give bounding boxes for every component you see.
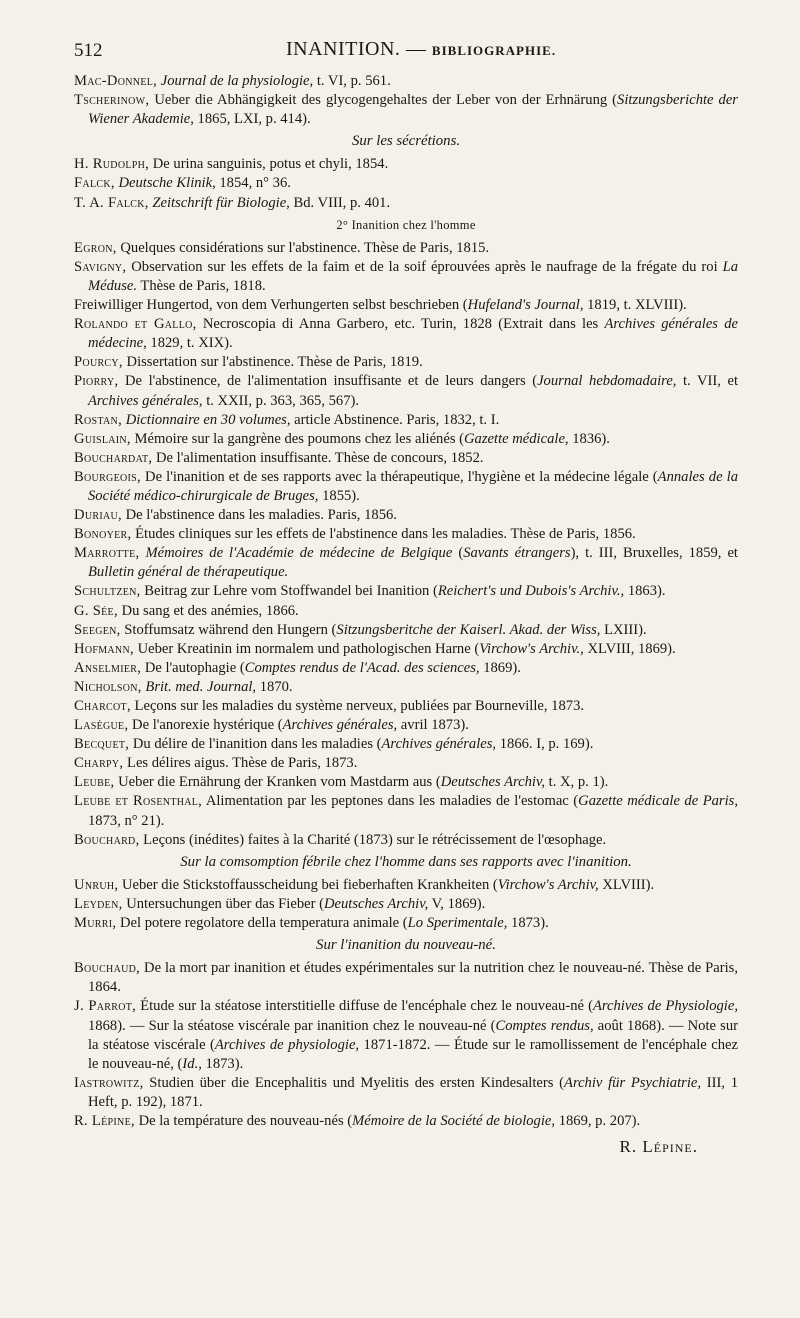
entry-text: Leçons sur les maladies du système nerveux, publiées par Bourneville, 1873. [130,698,585,714]
entry-author: Seegen, [74,621,121,638]
entry-author: Tscherinow, [74,92,150,109]
entry-author: Charcot, [74,698,131,714]
entry-title: Brit. med. Journal, [145,678,257,695]
entry-author: Schultzen, [74,583,141,600]
entry-author: Iastrowitz, [74,1074,144,1091]
entry-author: Anselmier, [74,659,142,676]
bibliography-entry [74,773,738,792]
section-heading: Sur la comsomption fébrile chez l'homme dans ses rapports avec l'inanition. [180,853,632,870]
bibliography-entry [74,716,738,735]
bibliography-entry [74,239,738,258]
entry-title: Mémoires de l'Académie de médecine de Belgique [145,545,453,562]
entry-title: Archives générales, [88,392,203,409]
entry-title: Lo Sperimentale, [407,915,508,932]
entry-text: Studien über die Encephalitis und Myelitis des ersten Kindesalters ( [143,1074,565,1091]
bibliography-entry [74,468,738,506]
entry-title: Gazette médicale de Paris, [578,793,738,810]
entry-author: Rolando et Gallo, [74,316,197,333]
running-title [286,38,556,61]
bibliography-entry [74,258,738,296]
entry-title: Dictionnaire en 30 volumes, [125,411,291,428]
entry-text: 1865, LXI, p. 414). [193,111,311,128]
bibliography-entry [74,602,738,621]
entry-text: Thèse de Paris, 1818. [137,277,266,294]
entry-text: t. XXII, p. 363, 365, 567). [202,392,360,409]
section-heading: 2° Inanition chez l'homme [336,217,476,232]
bibliography-entry [74,659,738,678]
entry-text: De l'inanition et de ses rapports avec la thérapeutique, l'hygiène et la médecine légale ( [140,468,658,485]
entry-author: Bouchard, [74,831,140,848]
entry-text: t. VII, et [676,373,738,390]
entry-text: Ueber die Abhängigkeit des glycogengehaltes der Leber von der Erhnärung ( [149,92,618,109]
entry-text: Mémoire sur la gangrène des poumons chez les aliénés ( [130,430,465,447]
entry-title: Archives de Physiologie, [592,998,738,1015]
bibliography-entry [74,411,738,430]
entry-text: De l'alimentation insuffisante. Thèse de concours, 1852. [152,449,484,466]
bibliography-entry [74,640,738,659]
entry-text: Études cliniques sur les effets de l'abstinence dans les maladies. Thèse de Paris, 1856. [131,526,636,543]
entry-author: Mac-Donnel, [74,73,158,89]
bibliography-entry [74,155,738,174]
entry-text: De l'autophagie ( [141,659,245,676]
entry-text: De l'abstinence, de l'alimentation insuffisante et de leurs dangers ( [118,373,538,390]
entry-text: V, 1869). [428,895,486,912]
entry-text: Ueber die Stickstoffausscheidung bei fieberhaften Krankheiten ( [118,876,498,893]
entry-text: 1868). — Sur la stéatose viscérale par inanition chez le nouveau-né ( [88,1017,496,1034]
entry-text: 1873, n° 21). [88,812,165,829]
entry-text: XLVIII). [598,876,655,893]
bibliography-entry [74,91,738,129]
entry-author: Becquet, [74,736,130,753]
entry-author: Pourcy, [74,354,123,371]
entry-author: Lasègue, [74,717,129,734]
entry-title: Deutsches Archiv, [440,774,546,791]
bibliography-entry [74,697,738,716]
entry-text: ( [452,545,464,562]
entry-author: Leube, [74,774,115,791]
entry-text: XLVIII, 1869). [583,640,676,657]
entry-author: Egron, [74,239,117,256]
entry-text: 1870. [256,678,293,695]
entry-title: Archiv für Psychiatrie, [564,1074,701,1091]
entry-title: Virchow's Archiv., [479,640,584,657]
entry-text: Du sang et des anémies, 1866. [117,602,299,619]
entry-title: Journal de la physiologie, [160,73,314,89]
bibliography-entry [74,525,738,544]
bibliography-entry [74,544,738,582]
bibliography-entry [74,792,738,830]
entry-text: De l'abstinence dans les maladies. Paris, 1856. [121,507,397,524]
entry-text: Bd. VIII, p. 401. [289,194,391,211]
bibliography-entry [74,678,738,697]
entry-title: Hufeland's Journal, [467,297,584,314]
entry-title: Annales de la Société médico-chirurgicale de Bruges, [88,468,738,504]
entry-text: 1871-1872. — Étude sur le ramollissement de l'encéphale chez le nouveau-né, ( [88,1036,738,1072]
entry-text: 1855). [318,487,360,504]
bibliography-entry [74,876,738,895]
entry-text: avril 1873). [397,717,469,734]
bibliography-entry [74,449,738,468]
bibliography-entry [74,372,738,410]
entry-author: Guislain, [74,430,131,447]
page-number: 512 [74,40,103,61]
entry-text: 1873). [201,1055,244,1072]
entry-text: 1819, t. XLVIII). [583,297,687,314]
entry-title: Savants étrangers [463,545,571,562]
entry-author: G. Sée, [74,602,118,619]
bibliography-list [74,72,738,1131]
entry-author: Falck, [74,175,115,192]
bibliography-entry [74,296,738,315]
entry-title: Sitzungsberichte der Wiener Akademie, [88,92,738,128]
entry-title: Comptes rendus de l'Acad. des sciences, [244,659,480,676]
entry-author: T. A. Falck, [74,194,149,211]
bibliography-entry [74,914,738,933]
running-title-sub: BIBLIOGRAPHIE. [431,43,557,58]
bibliography-entry [74,506,738,525]
entry-author: Leube et Rosenthal, [74,793,203,810]
entry-text: Les délires aigus. Thèse de Paris, 1873. [123,755,358,772]
bibliography-entry [74,831,738,850]
entry-author: Duriau, [74,507,122,524]
section-heading: Sur les sécrétions. [351,133,461,150]
entry-author: Bouchardat, [74,449,153,466]
entry-text: LXIII). [600,621,647,638]
entry-text: 1866. I, p. 169). [496,736,594,753]
entry-text: De la température des nouveau-nés ( [134,1112,353,1129]
entry-text: III, 1 Heft, p. 192), 1871. [88,1074,738,1110]
bibliography-entry [74,754,738,773]
entry-text: 1829, t. XIX). [146,335,233,352]
entry-title: Deutsches Archiv, [323,895,429,912]
entry-text: Leçons (inédites) faites à la Charité (1873) sur le rétrécissement de l'œsophage. [139,831,607,848]
bibliography-entry [74,72,738,91]
entry-title: Mémoire de la Société de biologie, [352,1112,556,1129]
running-head [74,38,738,72]
entry-title: Bulletin général de thérapeutique. [88,564,289,581]
entry-title: Deutsche Klinik, [118,175,216,192]
entry-text: 1854, n° 36. [215,175,291,192]
entry-author: Unruh, [74,876,119,893]
entry-text: Stoffumsatz während den Hungern ( [120,621,337,638]
section-heading: Sur l'inanition du nouveau-né. [316,937,496,954]
entry-text: 1836). [568,430,610,447]
entry-text: article Abstinence. Paris, 1832, t. I. [290,411,500,428]
entry-text: Du délire de l'inanition dans les maladies ( [129,736,382,753]
entry-text: Beitrag zur Lehre vom Stoffwandel bei Inanition ( [140,583,438,600]
entry-text: Necroscopia di Anna Garbero, etc. Turin, 1828 (Extrait dans les [196,316,605,333]
entry-author: Savigny, [74,258,127,275]
entry-text: 1873). [507,915,549,932]
entry-author: Leyden, [74,895,123,912]
entry-text: Quelques considérations sur l'abstinence. Thèse de Paris, 1815. [116,239,490,256]
entry-title: Sitzungsberitche der Kaiserl. Akad. der Wiss, [336,621,601,638]
entry-author: Bonoyer, [74,526,132,543]
entry-text: Ueber die Ernährung der Kranken vom Mastdarm aus ( [114,774,441,791]
bibliography-entry [74,582,738,601]
entry-title: Journal hebdomadaire, [537,373,677,390]
entry-text: De l'anorexie hystérique ( [128,717,283,734]
entry-author: H. Rudolph, [74,156,150,173]
bibliography-entry [74,1074,738,1112]
entry-title: Archives générales, [381,736,497,753]
entry-text: 1869). [479,659,521,676]
entry-author: R. Lépine, [74,1112,135,1129]
entry-text: De urina sanguinis, potus et chyli, 1854. [149,156,389,173]
entry-text: t. VI, p. 561. [313,73,391,89]
entry-text: Dissertation sur l'abstinence. Thèse de Paris, 1819. [122,354,423,371]
entry-text: Ueber Kreatinin im normalem und pathologischen Harne ( [133,640,480,657]
running-title-main: INANITION. — [286,38,427,60]
entry-author: Hofmann, [74,640,134,657]
entry-author: Bourgeois, [74,468,141,485]
bibliography-entry [74,174,738,193]
entry-text: Étude sur la stéatose interstitielle diffuse de l'encéphale chez le nouveau-né ( [136,998,593,1015]
entry-author: Bouchaud, [74,960,141,977]
entry-author: Piorry, [74,373,119,390]
entry-text: 1863). [624,583,666,600]
bibliography-entry [74,621,738,640]
entry-title: La Méduse. [88,258,738,294]
entry-text: Alimentation par les peptones dans les maladies de l'estomac ( [202,793,579,810]
bibliography-entry [74,735,738,754]
entry-author: Nicholson, [74,678,142,695]
entry-text: Freiwilliger Hungertod, von dem Verhungerten selbst beschrieben ( [74,297,468,314]
entry-title: Id., [182,1055,202,1072]
entry-title: Archives générales de médecine, [88,316,738,352]
bibliography-entry [74,315,738,353]
entry-text: t. X, p. 1). [545,774,609,791]
bibliography-entry [74,1112,738,1131]
entry-text: Del potere regolatore della temperatura animale ( [116,915,408,932]
bibliography-entry [74,959,738,997]
entry-text: 1869, p. 207). [555,1112,641,1129]
entry-author: Murri, [74,915,117,932]
entry-author: Charpy, [74,755,124,772]
entry-author: Marrotte, [74,545,140,562]
entry-title: Comptes rendus, [495,1017,594,1034]
entry-text: De la mort par inanition et études expérimentales sur la nutrition chez le nouveau-né. Thèse de Paris, 1864. [88,960,738,996]
bibliography-entry [74,353,738,372]
bibliography-entry [74,997,738,1073]
entry-title: Zeitschrift für Biologie, [152,194,290,211]
entry-title: Archives générales, [282,717,398,734]
entry-author: Rostan, [74,411,123,428]
entry-title: Reichert's und Dubois's Archiv., [437,583,625,600]
entry-author: J. Parrot, [74,998,137,1015]
entry-title: Archives de physiologie, [214,1036,360,1053]
entry-title: Virchow's Archiv, [497,876,599,893]
bibliography-entry [74,895,738,914]
entry-text: Observation sur les effets de la faim et de la soif éprouvées après le naufrage de la frégate du roi [126,258,723,275]
author-signature: R. Lépine. [619,1137,698,1157]
bibliography-entry [74,430,738,449]
bibliography-entry [74,194,738,213]
entry-title: Gazette médicale, [464,430,569,447]
entry-text: Untersuchungen über das Fieber ( [122,895,324,912]
entry-text: ), t. III, Bruxelles, 1859, et [570,545,738,562]
entry-text: août 1868). — Note sur la stéatose viscérale ( [88,1017,738,1053]
